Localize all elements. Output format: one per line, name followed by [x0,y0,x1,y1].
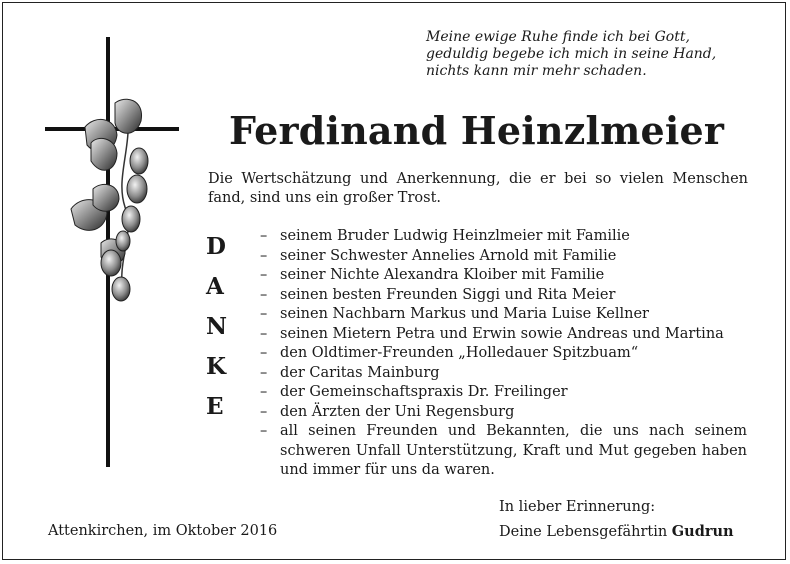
quote [426,29,756,80]
cross-with-hops-icon [45,37,185,467]
signature [499,522,734,542]
list-item: – seiner Schwester Annelies Arnold mit Familie [260,247,747,267]
thanks-list [260,227,747,481]
list-item: – den Ärzten der Uni Regensburg [260,403,747,423]
danke-letter: N [206,313,228,340]
signature-name: Gudrun [671,523,734,540]
intro-text: Die Wertschätzung und Anerkennung, die er bei so vielen Menschen fand, sind uns ein großer Trost. [208,171,748,206]
list-item: – der Gemeinschaftspraxis Dr. Freilinger [260,383,747,403]
danke-letter: K [206,353,226,380]
signature-prefix: Deine Lebensgefährtin [499,524,672,540]
danke-letter: A [206,273,224,300]
obituary-card [2,2,786,560]
list-item: – der Caritas Mainburg [260,364,747,384]
danke-vertical [206,227,236,427]
list-item: – seinen besten Freunden Siggi und Rita Meier [260,286,747,306]
list-item: – den Oldtimer-Freunden „Holledauer Spitzbuam“ [260,344,747,364]
quote-line: nichts kann mir mehr schaden. [426,63,647,79]
list-item: – seiner Nichte Alexandra Kloiber mit Familie [260,266,747,286]
deceased-name: Ferdinand Heinzlmeier [229,108,725,153]
quote-line: Meine ewige Ruhe finde ich bei Gott, [426,29,690,45]
danke-letter: D [206,233,226,260]
place-date: Attenkirchen, im Oktober 2016 [48,523,278,539]
list-item: – seinem Bruder Ludwig Heinzlmeier mit Familie [260,227,747,247]
list-item: – all seinen Freunden und Bekannten, die uns nach seinem schweren Unfall Unterstützung, Kraft und Mut gegeben haben und immer für uns da waren. [260,422,747,481]
danke-letter: E [206,393,224,420]
list-item: – seinen Mietern Petra und Erwin sowie Andreas und Martina [260,325,747,345]
quote-line: geduldig begebe ich mich in seine Hand, [426,46,717,62]
closing-label: In lieber Erinnerung: [499,499,656,515]
list-item: – seinen Nachbarn Markus und Maria Luise Kellner [260,305,747,325]
